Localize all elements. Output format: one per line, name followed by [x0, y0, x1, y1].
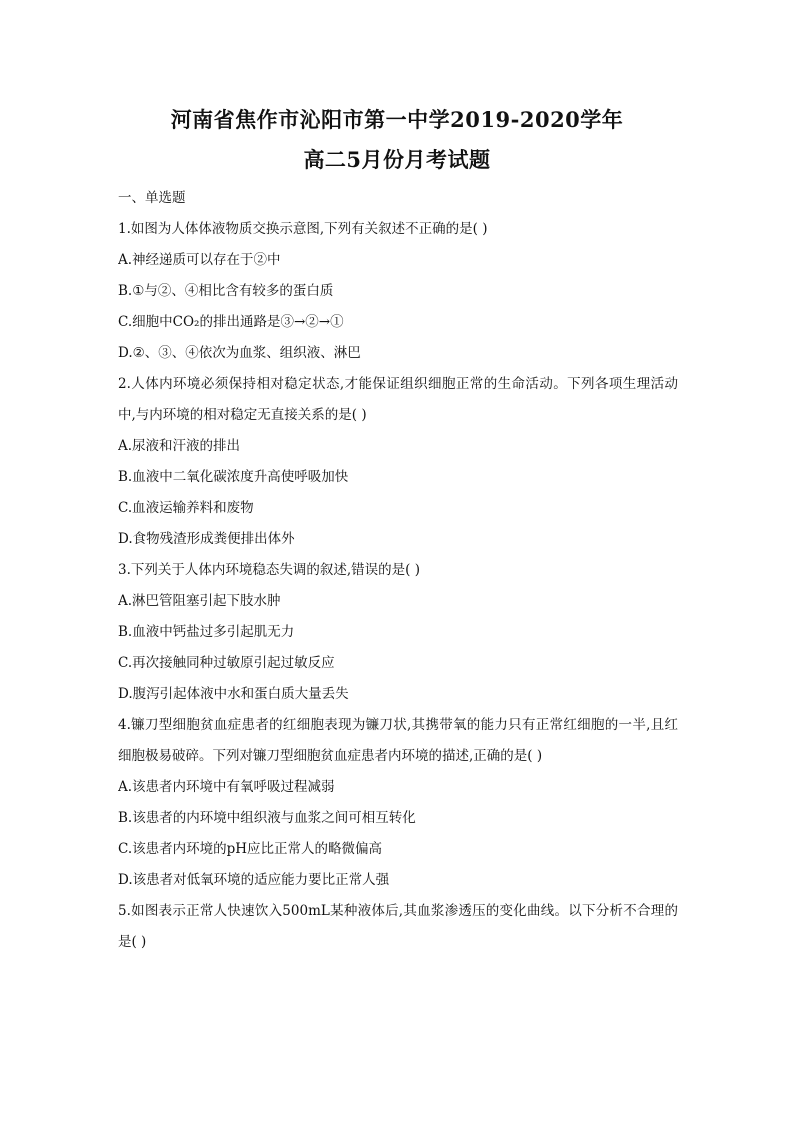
option-b: B.血液中二氧化碳浓度升高使呼吸加快	[118, 469, 349, 485]
option-d: D.②、③、④依次为血浆、组织液、淋巴	[118, 345, 361, 361]
option-b: B.①与②、④相比含有较多的蛋白质	[118, 283, 334, 299]
document-title: 河南省焦作市沁阳市第一中学2019-2020学年	[170, 107, 624, 132]
question-stem: 1.如图为人体体液物质交换示意图,下列有关叙述不正确的是( )	[118, 221, 488, 237]
option-a: A.该患者内环境中有氧呼吸过程减弱	[118, 779, 335, 795]
question-4	[118, 710, 678, 896]
option-a: A.淋巴管阻塞引起下肢水肿	[118, 593, 281, 609]
option-c: C.再次接触同种过敏原引起过敏反应	[118, 655, 335, 671]
question-stem: 2.人体内环境必须保持相对稳定状态,才能保证组织细胞正常的生命活动。下列各项生理活动中,与内环境的相对稳定无直接关系的是( )	[118, 376, 678, 423]
option-a: A.尿液和汗液的排出	[118, 438, 241, 454]
section-heading: 一、单选题	[118, 190, 186, 206]
document-subtitle: 高二5月份月考试题	[303, 147, 491, 172]
option-c: C.细胞中CO₂的排出通路是③→②→①	[118, 314, 344, 330]
option-c: C.该患者内环境的pH应比正常人的略微偏高	[118, 841, 383, 857]
question-stem: 3.下列关于人体内环境稳态失调的叙述,错误的是( )	[118, 562, 420, 578]
option-d: D.该患者对低氧环境的适应能力要比正常人强	[118, 872, 390, 888]
question-2	[118, 369, 678, 555]
option-c: C.血液运输养料和废物	[118, 500, 254, 516]
document-body	[118, 183, 678, 958]
option-a: A.神经递质可以存在于②中	[118, 252, 281, 268]
option-d: D.食物残渣形成粪便排出体外	[118, 531, 295, 547]
option-b: B.该患者的内环境中组织液与血浆之间可相互转化	[118, 810, 416, 826]
question-3	[118, 555, 678, 710]
question-stem: 5.如图表示正常人快速饮入500mL某种液体后,其血浆渗透压的变化曲线。以下分析不合理的是( )	[118, 903, 678, 950]
question-1	[118, 214, 678, 369]
question-5	[118, 896, 678, 958]
option-d: D.腹泻引起体液中水和蛋白质大量丢失	[118, 686, 349, 702]
option-b: B.血液中钙盐过多引起肌无力	[118, 624, 295, 640]
question-stem: 4.镰刀型细胞贫血症患者的红细胞表现为镰刀状,其携带氧的能力只有正常红细胞的一半,且红细胞极易破碎。下列对镰刀型细胞贫血症患者内环境的描述,正确的是( )	[118, 717, 678, 764]
